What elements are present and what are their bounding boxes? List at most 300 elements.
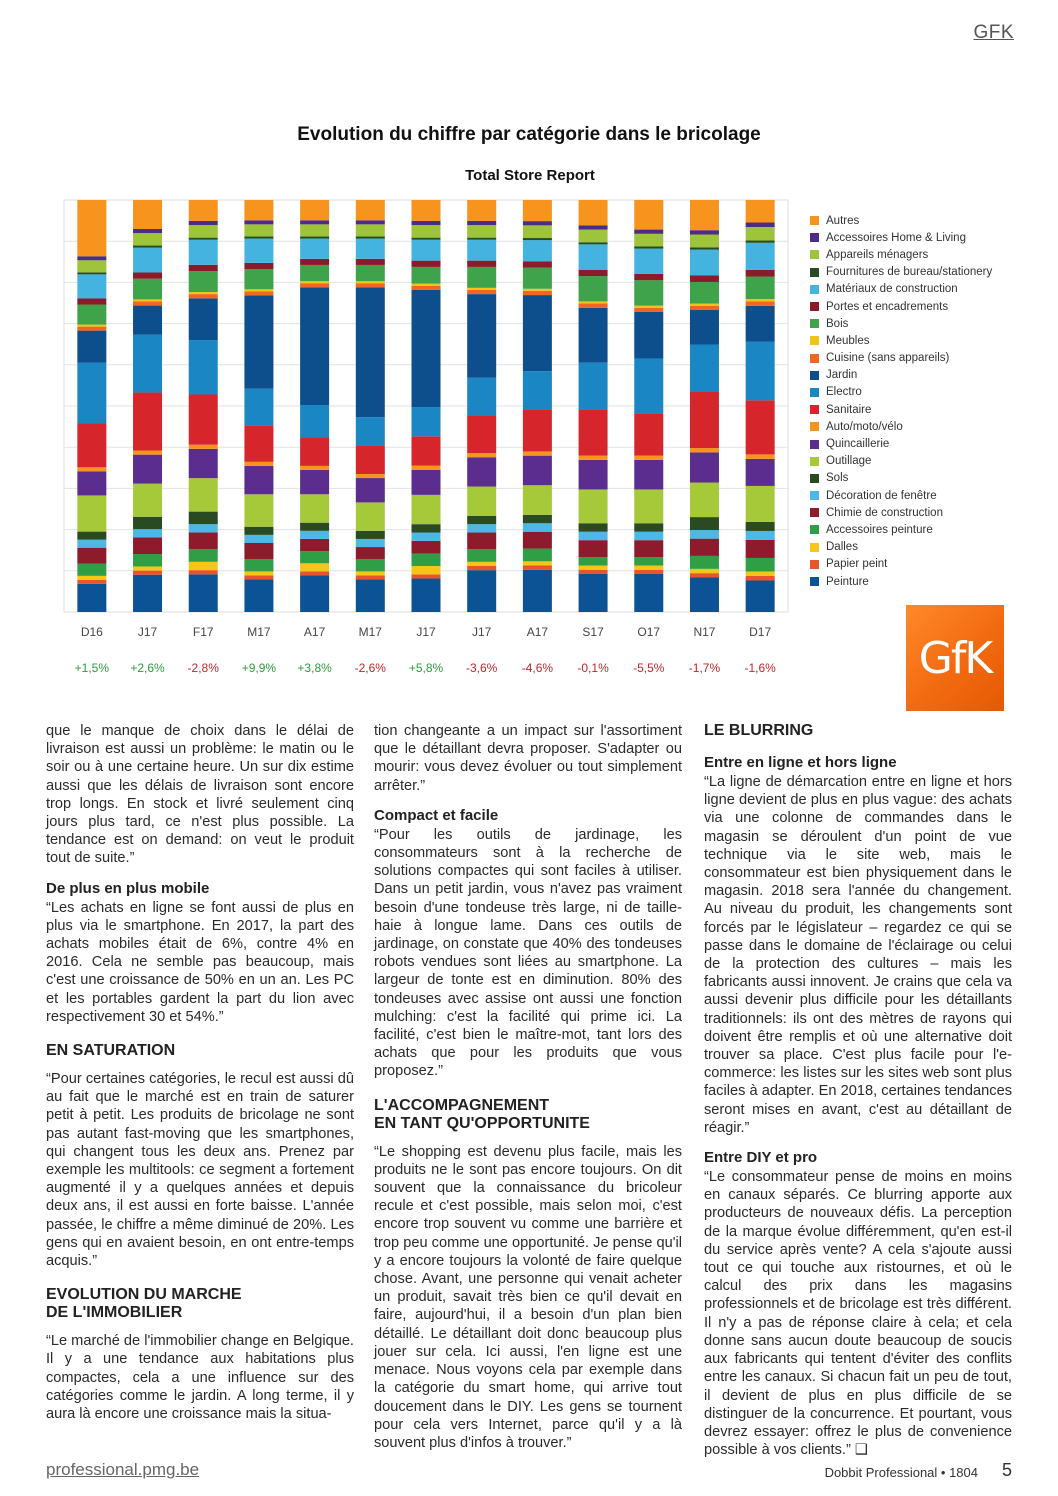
bar-segment-8-1	[133, 455, 162, 484]
bar-segment-17-4	[300, 239, 329, 259]
bar-segment-3-10	[634, 557, 663, 565]
bar-segment-19-7	[467, 225, 496, 238]
bar-segment-5-1	[133, 529, 162, 537]
paragraph: “Pour certaines catégories, le recul est aussi dû au fait que le marché est en train de saturer petit à petit. Les produits de bricolage ne sont pas autant fast-moving que les smartphones, qui changent tous les deux ans. Prenez par exemple les multitools: ce segment a fortement augmenté il y a quelques années et depuis deux ans, il est aussi en forte baisse. L'année passée, le chiffre a même diminué de 20%. Les gens qui en avaient besoin, en ont entre-temps acquis.”	[46, 1071, 354, 1270]
bar-segment-2-8	[523, 561, 552, 565]
subheading: De plus en plus mobile	[46, 879, 210, 897]
legend-label: Sanitaire	[826, 403, 872, 416]
legend-item	[810, 367, 992, 384]
bar-segment-2-4	[300, 563, 329, 571]
bar-segment-15-9	[579, 276, 608, 301]
bar-segment-2-0	[77, 576, 106, 580]
bar-segment-0-12	[746, 580, 775, 612]
bar-segment-12-12	[746, 306, 775, 342]
bar-segment-5-8	[523, 523, 552, 531]
legend-item	[810, 281, 992, 298]
growth-label: -3,6%	[466, 661, 498, 675]
subheading: Compact et facile	[374, 806, 499, 824]
bar-segment-13-2	[189, 294, 218, 298]
legend-item	[810, 264, 992, 281]
bar-segment-5-11	[690, 530, 719, 539]
bar-segment-7-11	[690, 483, 719, 518]
bar-segment-7-0	[77, 495, 106, 531]
bar-segment-8-12	[746, 459, 775, 486]
subheading: Entre en ligne et hors ligne	[704, 754, 897, 771]
subheading: Entre DIY et pro	[704, 1149, 818, 1167]
bar-segment-14-0	[77, 325, 106, 327]
bar-segment-3-11	[690, 556, 719, 569]
bar-segment-2-2	[189, 562, 218, 570]
legend-swatch	[810, 336, 819, 345]
legend-swatch	[810, 319, 819, 328]
legend-swatch	[810, 491, 819, 500]
bar-segment-0-7	[467, 570, 496, 612]
bar-segment-1-6	[412, 574, 441, 578]
bar-segment-12-2	[189, 298, 218, 340]
bar-segment-9-0	[77, 467, 106, 471]
bar-segment-3-1	[133, 554, 162, 566]
bar-segment-20-2	[189, 221, 218, 225]
bar-segment-7-1	[133, 484, 162, 517]
bar-segment-19-3	[244, 224, 273, 236]
legend-label: Cuisine (sans appareils)	[826, 352, 950, 365]
bar-segment-6-5	[356, 531, 385, 539]
bar-segment-14-12	[746, 299, 775, 301]
bar-segment-10-0	[77, 423, 106, 467]
bar-segment-17-5	[356, 239, 385, 259]
bar-segment-0-5	[356, 580, 385, 612]
bar-segment-19-8	[523, 225, 552, 238]
section-heading: LE BLURRING	[704, 722, 814, 739]
bar-segment-20-10	[634, 230, 663, 234]
bar-segment-21-7	[467, 200, 496, 221]
bar-segment-6-3	[244, 527, 273, 535]
bar-segment-7-7	[467, 487, 496, 516]
bar-segment-7-9	[579, 489, 608, 523]
bar-segment-14-2	[189, 292, 218, 294]
paragraph: tion changeante a un impact sur l'assortiment que le détaillant devra proposer. S'adapter ou mourir: vous devez évoluer ou tout simplement arrêter.”	[374, 723, 682, 794]
legend-swatch	[810, 354, 819, 363]
bar-segment-14-5	[356, 281, 385, 283]
bar-segment-11-9	[579, 363, 608, 409]
x-tick-label: S17	[582, 625, 604, 639]
bar-segment-8-11	[690, 452, 719, 482]
x-tick-label: A17	[303, 625, 326, 639]
bar-segment-6-9	[579, 523, 608, 531]
bar-segment-15-0	[77, 305, 106, 325]
bar-segment-13-10	[634, 308, 663, 312]
bar-segment-12-0	[77, 331, 106, 363]
bar-segment-10-11	[690, 392, 719, 448]
bar-segment-20-0	[77, 256, 106, 260]
chart-title: Evolution du chiffre par catégorie dans le bricolage	[297, 124, 761, 145]
bar-segment-0-11	[690, 577, 719, 612]
bar-segment-15-7	[467, 267, 496, 288]
bar-segment-1-4	[300, 571, 329, 575]
bar-segment-6-1	[133, 517, 162, 529]
bar-segment-18-7	[467, 238, 496, 240]
bar-segment-13-0	[77, 327, 106, 331]
legend-label: Chimie de construction	[826, 506, 943, 519]
x-tick-label: M17	[358, 625, 382, 639]
bar-segment-6-7	[467, 516, 496, 524]
bar-segment-2-9	[579, 566, 608, 570]
bar-segment-4-9	[579, 540, 608, 557]
legend-swatch	[810, 250, 819, 259]
bar-segment-17-2	[189, 240, 218, 265]
bar-segment-21-0	[77, 200, 106, 256]
bar-segment-4-4	[300, 539, 329, 551]
paragraph: “Le marché de l'immobilier change en Belgique. Il y a une tendance aux habitations plus compactes, cela a une influence sur des catégories comme le jardin. A long terme, il y aura là encore une croissance mais la situa-	[46, 1333, 354, 1423]
bar-segment-5-12	[746, 531, 775, 540]
bar-segment-20-12	[746, 223, 775, 228]
bar-segment-20-4	[300, 220, 329, 224]
bar-segment-20-8	[523, 221, 552, 225]
paragraph: “Le consommateur pense de moins en moins en canaux séparés. Ce blurring apporte aux producteurs de nouveaux défis. La perception de la marque évolue différemment, qu'en est-il du service après vente? A cela s'ajoute aussi tout ce qui touche aux ristournes, et où le calcul des prix dans les magasins professionnels et de bricolage est très différent. Il n'y a pas de réponse claire à cela; et cela donne sans aucun doute beaucoup de soucis aux fabricants qui tentent d'éviter des conflits entre les canaux. Si chacun fait un peu de tout, il devient de plus en plus difficile de se distinguer de la concurrence. Et pourtant, vous devrez essayer: offrez le plus de convenience possible à vos clients.” ❑	[704, 1169, 1012, 1459]
legend-swatch	[810, 422, 819, 431]
paragraph: “Pour les outils de jardinage, les consommateurs sont à la recherche de solutions compactes qui sont faciles à utiliser. Dans un petit jardin, vous n'avez pas vraiment besoin d'une tondeuse très large, ni de taille-haie à longue lame. Dans ces outils de jardinage, on constate que 40% des tondeuses robots vendues sont liées au smartphone. La largeur de tonte est en diminution. 80% des tondeuses avec assise ont aussi une fonction mulching: c'est la facilité qui prime ici. La facilité, c'est bien le maître-mot, tant lors des achats que pour les produits que vous proposez.”	[374, 826, 682, 1080]
bar-segment-10-4	[300, 437, 329, 465]
section-heading: L'ACCOMPAGNEMENT EN TANT QU'OPPORTUNITE	[374, 1096, 590, 1132]
bar-segment-20-6	[412, 221, 441, 225]
article-column-3	[704, 722, 1012, 1471]
x-tick-label: A17	[526, 625, 549, 639]
header-tag: GFK	[973, 22, 1014, 43]
bar-segment-21-1	[133, 200, 162, 229]
bar-segment-5-2	[189, 524, 218, 532]
bar-segment-18-10	[634, 246, 663, 248]
bar-segment-10-12	[746, 400, 775, 454]
bar-segment-12-9	[579, 308, 608, 363]
legend-label: Sols	[826, 472, 849, 485]
bar-segment-14-8	[523, 289, 552, 291]
bar-segment-7-6	[412, 495, 441, 524]
bar-segment-8-2	[189, 449, 218, 478]
growth-label: -1,6%	[744, 661, 776, 675]
bar-segment-14-1	[133, 299, 162, 301]
bar-segment-2-5	[356, 571, 385, 575]
bar-segment-1-8	[523, 566, 552, 570]
bar-segment-7-2	[189, 478, 218, 511]
bar-segment-2-6	[412, 566, 441, 574]
legend-swatch	[810, 457, 819, 466]
bar-segment-0-0	[77, 584, 106, 612]
bar-segment-8-5	[356, 478, 385, 502]
bar-segment-16-10	[634, 274, 663, 280]
bar-segment-5-7	[467, 524, 496, 532]
growth-label: -1,7%	[688, 661, 721, 675]
x-tick-label: J17	[472, 625, 492, 639]
bar-segment-16-1	[133, 272, 162, 278]
legend-swatch	[810, 474, 819, 483]
bar-segment-12-11	[690, 310, 719, 345]
bar-segment-8-4	[300, 470, 329, 494]
bar-segment-8-0	[77, 471, 106, 495]
bar-segment-17-3	[244, 239, 273, 263]
bar-segment-9-2	[189, 445, 218, 449]
bar-segment-10-2	[189, 394, 218, 444]
legend-swatch	[810, 440, 819, 449]
bar-segment-4-10	[634, 540, 663, 557]
bar-segment-16-11	[690, 275, 719, 281]
bar-segment-10-8	[523, 409, 552, 451]
bar-segment-21-4	[300, 200, 329, 220]
growth-label: +2,6%	[130, 661, 165, 675]
bar-segment-15-5	[356, 265, 385, 281]
bar-segment-9-9	[579, 456, 608, 460]
bar-segment-19-5	[356, 224, 385, 236]
bar-segment-13-7	[467, 290, 496, 294]
bar-segment-17-9	[579, 244, 608, 269]
growth-label: -2,8%	[187, 661, 219, 675]
bar-segment-3-3	[244, 559, 273, 571]
bar-segment-9-5	[356, 474, 385, 478]
bar-segment-20-9	[579, 225, 608, 229]
bar-segment-15-2	[189, 271, 218, 292]
bar-segment-11-5	[356, 417, 385, 445]
bar-segment-16-7	[467, 261, 496, 267]
bar-segment-6-12	[746, 522, 775, 531]
bar-segment-19-4	[300, 224, 329, 236]
bar-segment-1-3	[244, 575, 273, 579]
bar-segment-13-3	[244, 291, 273, 295]
bar-segment-12-6	[412, 290, 441, 407]
bar-segment-21-9	[579, 200, 608, 225]
article-column-2	[374, 722, 682, 1464]
bar-segment-9-1	[133, 451, 162, 455]
legend-label: Matériaux de construction	[826, 283, 958, 296]
footer-site-link[interactable]: professional.pmg.be	[46, 1460, 200, 1479]
bar-segment-21-5	[356, 200, 385, 220]
bar-segment-19-0	[77, 260, 106, 272]
x-tick-label: F17	[192, 625, 214, 639]
paragraph: que le manque de choix dans le délai de livraison est aussi un problème: le matin ou le soir ou à une certaine heure. Un sur dix estime aussi que les délais de livraison sont encore trop longs. En stock et livré seulement cinq jours plus tard, ce n'est plus possible. La tendance est on demand: on veut le produit tout de suite.”	[46, 723, 354, 867]
bar-segment-11-10	[634, 358, 663, 413]
bar-segment-16-3	[244, 263, 273, 269]
bar-segment-21-8	[523, 200, 552, 221]
bar-segment-20-1	[133, 229, 162, 233]
bar-segment-4-8	[523, 532, 552, 549]
bar-segment-8-8	[523, 456, 552, 486]
bar-segment-16-6	[412, 261, 441, 267]
bar-segment-7-5	[356, 502, 385, 530]
paragraph: “Le shopping est devenu plus facile, mais les produits ne le sont pas encore toujours. On dit souvent que la connaissance du bricoleur recule et c'est possible, mais selon moi, c'est encore trop souvent vu comme une barrière et trop peu comme une opportunité. Je pense qu'il y a encore toujours la volonté de faire quelque chose. Avant, une personne qui venait acheter un produit, savait très bien ce qu'il devait en faire, aujourd'hui, il a besoin d'un plan bien détaillé. Le détaillant doit donc beaucoup plus jouer sur cela. Ici aussi, l'en ligne est une menace. Nous voyons cela par exemple dans la catégorie du smart home, qui arrive tout doucement dans le DIY. Les gens se tournent pour cela vers Internet, parce qu'il y a là souvent plus d'infos à trouver.”	[374, 1143, 682, 1451]
x-tick-label: M17	[247, 625, 271, 639]
growth-label: -0,1%	[577, 661, 609, 675]
bar-segment-13-11	[690, 306, 719, 310]
bar-segment-10-9	[579, 409, 608, 455]
bar-segment-3-7	[467, 549, 496, 562]
bar-segment-4-11	[690, 539, 719, 556]
bar-segment-3-9	[579, 557, 608, 565]
bar-segment-4-5	[356, 547, 385, 559]
bar-segment-21-10	[634, 200, 663, 230]
growth-label: -5,5%	[633, 661, 665, 675]
bar-segment-13-5	[356, 283, 385, 287]
bar-segment-15-11	[690, 282, 719, 304]
bar-segment-17-6	[412, 240, 441, 261]
bar-segment-10-6	[412, 436, 441, 465]
bar-segment-2-7	[467, 562, 496, 566]
legend-label: Electro	[826, 386, 862, 399]
bar-segment-20-3	[244, 220, 273, 224]
gfk-logo: GfK	[906, 605, 1004, 711]
legend-item	[810, 384, 992, 401]
bar-segment-17-12	[746, 243, 775, 270]
legend-label: Papier peint	[826, 558, 888, 571]
legend-item	[810, 453, 992, 470]
stacked-bar-chart	[60, 198, 800, 688]
legend-label: Quincaillerie	[826, 438, 890, 451]
bar-segment-18-5	[356, 237, 385, 239]
bar-segment-18-3	[244, 237, 273, 239]
legend-item	[810, 332, 992, 349]
x-tick-label: J17	[137, 625, 158, 639]
legend-label: Jardin	[826, 369, 858, 382]
bar-segment-16-2	[189, 265, 218, 271]
legend-swatch	[810, 371, 819, 380]
legend-label: Meubles	[826, 334, 870, 347]
legend-swatch	[810, 577, 819, 586]
bar-segment-1-7	[467, 566, 496, 570]
bar-segment-11-11	[690, 345, 719, 392]
legend-item	[810, 556, 992, 573]
bar-segment-14-3	[244, 289, 273, 291]
legend-swatch	[810, 268, 819, 277]
bar-segment-17-11	[690, 250, 719, 276]
bar-segment-10-5	[356, 446, 385, 474]
bar-segment-15-10	[634, 280, 663, 305]
bar-segment-13-6	[412, 286, 441, 290]
bar-segment-15-4	[300, 265, 329, 281]
growth-label: +5,8%	[408, 661, 444, 675]
bar-segment-6-2	[189, 512, 218, 525]
legend-swatch	[810, 405, 819, 414]
bar-segment-15-8	[523, 268, 552, 289]
bar-segment-6-11	[690, 517, 719, 530]
bar-segment-8-9	[579, 460, 608, 490]
bar-segment-9-11	[690, 448, 719, 452]
bar-segment-0-9	[579, 574, 608, 612]
growth-label: -2,6%	[354, 661, 386, 675]
bar-segment-10-1	[133, 393, 162, 451]
legend-item	[810, 573, 992, 590]
bar-segment-18-9	[579, 242, 608, 244]
bar-segment-19-10	[634, 234, 663, 247]
bar-segment-5-4	[300, 531, 329, 539]
growth-label: +1,5%	[74, 661, 110, 675]
bar-segment-1-1	[133, 571, 162, 575]
bar-segment-0-8	[523, 570, 552, 612]
bar-segment-19-2	[189, 225, 218, 238]
x-tick-label: N17	[693, 625, 716, 639]
legend-item	[810, 246, 992, 263]
paragraph: “Les achats en ligne se font aussi de plus en plus via le smartphone. En 2017, la part des achats mobiles était de 6%, contre 4% en 2016. Cela ne semble pas beaucoup, mais c'est une croissance de 50% en un an. Les PC et les portables gardent la part du lion avec respectivement 30 et 54%.”	[46, 899, 354, 1025]
bar-segment-5-3	[244, 535, 273, 543]
bar-segment-0-3	[244, 580, 273, 612]
legend-item	[810, 521, 992, 538]
bar-segment-10-3	[244, 425, 273, 462]
bar-segment-0-10	[634, 574, 663, 612]
footer-magazine: Dobbit Professional • 1804	[824, 1465, 978, 1480]
x-tick-label: D17	[749, 625, 772, 639]
bar-segment-19-6	[412, 225, 441, 238]
bar-segment-4-2	[189, 533, 218, 550]
section-heading: EVOLUTION DU MARCHE DE L'IMMOBILIER	[46, 1286, 242, 1322]
bar-segment-11-4	[300, 405, 329, 437]
legend-item	[810, 470, 992, 487]
bar-segment-14-9	[579, 301, 608, 303]
bar-segment-4-7	[467, 533, 496, 550]
legend-label: Autres	[826, 214, 860, 227]
bar-segment-13-9	[579, 304, 608, 308]
growth-label: -4,6%	[521, 661, 554, 675]
bar-segment-2-12	[746, 571, 775, 576]
bar-segment-1-2	[189, 570, 218, 574]
bar-segment-9-10	[634, 456, 663, 460]
bar-segment-3-4	[300, 551, 329, 563]
bar-segment-7-12	[746, 486, 775, 522]
bar-segment-19-1	[133, 233, 162, 245]
bar-segment-13-4	[300, 283, 329, 287]
legend-label: Peinture	[826, 575, 869, 588]
bar-segment-12-8	[523, 295, 552, 371]
bar-segment-1-11	[690, 573, 719, 577]
bar-segment-7-10	[634, 489, 663, 523]
bar-segment-12-7	[467, 294, 496, 378]
article-column-1	[46, 722, 354, 1435]
bar-segment-18-0	[77, 272, 106, 274]
legend-label: Décoration de fenêtre	[826, 489, 937, 502]
bar-segment-21-2	[189, 200, 218, 221]
bar-segment-0-1	[133, 575, 162, 612]
bar-segment-1-12	[746, 576, 775, 581]
bar-segment-5-9	[579, 532, 608, 540]
bar-segment-3-5	[356, 559, 385, 571]
bar-segment-15-1	[133, 279, 162, 300]
legend-label: Accessoires Home & Living	[826, 231, 966, 244]
bar-segment-14-10	[634, 306, 663, 308]
bar-segment-21-12	[746, 200, 775, 223]
bar-segment-21-6	[412, 200, 441, 221]
legend-label: Appareils ménagers	[826, 248, 929, 261]
bar-segment-18-11	[690, 247, 719, 249]
bar-segment-3-12	[746, 558, 775, 572]
bar-segment-18-2	[189, 238, 218, 240]
bar-segment-6-8	[523, 515, 552, 523]
bar-segment-17-10	[634, 249, 663, 274]
bar-segment-4-1	[133, 537, 162, 554]
bar-segment-8-7	[467, 457, 496, 486]
bar-segment-0-4	[300, 575, 329, 612]
legend-swatch	[810, 233, 819, 242]
bar-segment-14-11	[690, 304, 719, 306]
bar-segment-4-3	[244, 543, 273, 559]
bar-segment-16-0	[77, 298, 106, 304]
chart-legend	[810, 212, 992, 590]
legend-item	[810, 401, 992, 418]
legend-item	[810, 539, 992, 556]
bar-segment-9-4	[300, 466, 329, 470]
bar-segment-8-3	[244, 466, 273, 494]
bar-segment-4-12	[746, 540, 775, 558]
bar-segment-1-9	[579, 570, 608, 574]
legend-swatch	[810, 560, 819, 569]
x-tick-label: J17	[416, 625, 436, 639]
bar-segment-8-10	[634, 460, 663, 490]
bar-segment-3-6	[412, 553, 441, 566]
legend-item	[810, 487, 992, 504]
